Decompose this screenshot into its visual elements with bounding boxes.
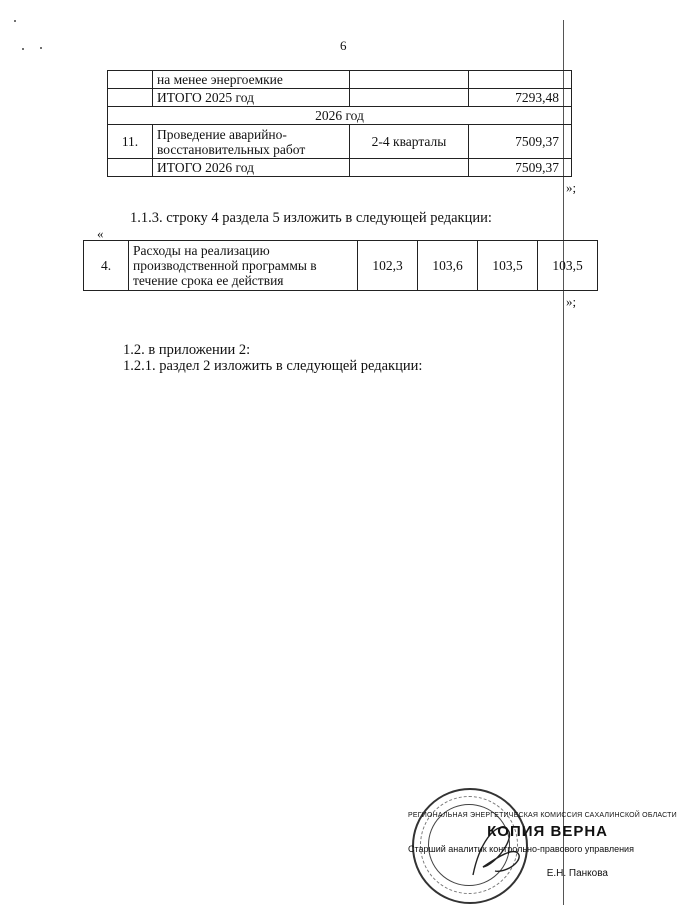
certifier-position: Старший аналитик контрольно-правового управления [408,844,634,854]
scan-speck [22,48,24,50]
cell-value: 102,3 [358,241,418,291]
cell-value: 103,5 [478,241,538,291]
cell-value: 7293,48 [469,89,572,107]
cell-num [108,71,153,89]
table-row [108,89,572,107]
cell-value [469,71,572,89]
year-header: 2026 год [108,107,572,125]
cell-value: 7509,37 [469,125,572,159]
table-row [108,159,572,177]
cell-value: 7509,37 [469,159,572,177]
cell-num [108,89,153,107]
certification-org: РЕГИОНАЛЬНАЯ ЭНЕРГЕТИЧЕСКАЯ КОМИССИЯ САХАЛИНСКОЙ ОБЛАСТИ [408,812,677,819]
close-quote: »; [566,180,577,195]
cell-value: 103,6 [418,241,478,291]
paragraph-1-2: 1.2. в приложении 2: [123,342,251,358]
cell-num [108,159,153,177]
cell-period: 2-4 кварталы [350,125,469,159]
table-row [108,107,572,125]
cell-period [350,89,469,107]
paragraph-1-1-3: 1.1.3. строку 4 раздела 5 изложить в следующей редакции: [130,210,492,226]
table-row [108,125,572,159]
page-number: 6 [340,38,347,53]
open-quote: « [97,226,104,241]
table-row-4 [83,240,598,291]
cell-value: 103,5 [538,241,598,291]
cell-period [350,159,469,177]
certifier-name: Е.Н. Панкова [546,868,608,879]
cell-period [350,71,469,89]
paragraph-1-2-1: 1.2.1. раздел 2 изложить в следующей редакции: [123,358,423,374]
cell-name: ИТОГО 2025 год [153,89,350,107]
certification-block [408,812,677,879]
scan-speck [40,47,42,49]
cell-name: на менее энергоемкие [153,71,350,89]
scan-speck [14,20,16,22]
cell-name: Расходы на реализацию производственной программы в течение срока ее действия [129,241,358,291]
cell-name: ИТОГО 2026 год [153,159,350,177]
table-row [108,71,572,89]
cell-name: Проведение аварийно-восстановительных работ [153,125,350,159]
table-continuation [107,70,572,177]
table-row [84,241,598,291]
cell-num: 4. [84,241,129,291]
close-quote: »; [566,294,577,309]
cell-num: 11. [108,125,153,159]
copy-verified-label: КОПИЯ ВЕРНА [487,823,608,840]
